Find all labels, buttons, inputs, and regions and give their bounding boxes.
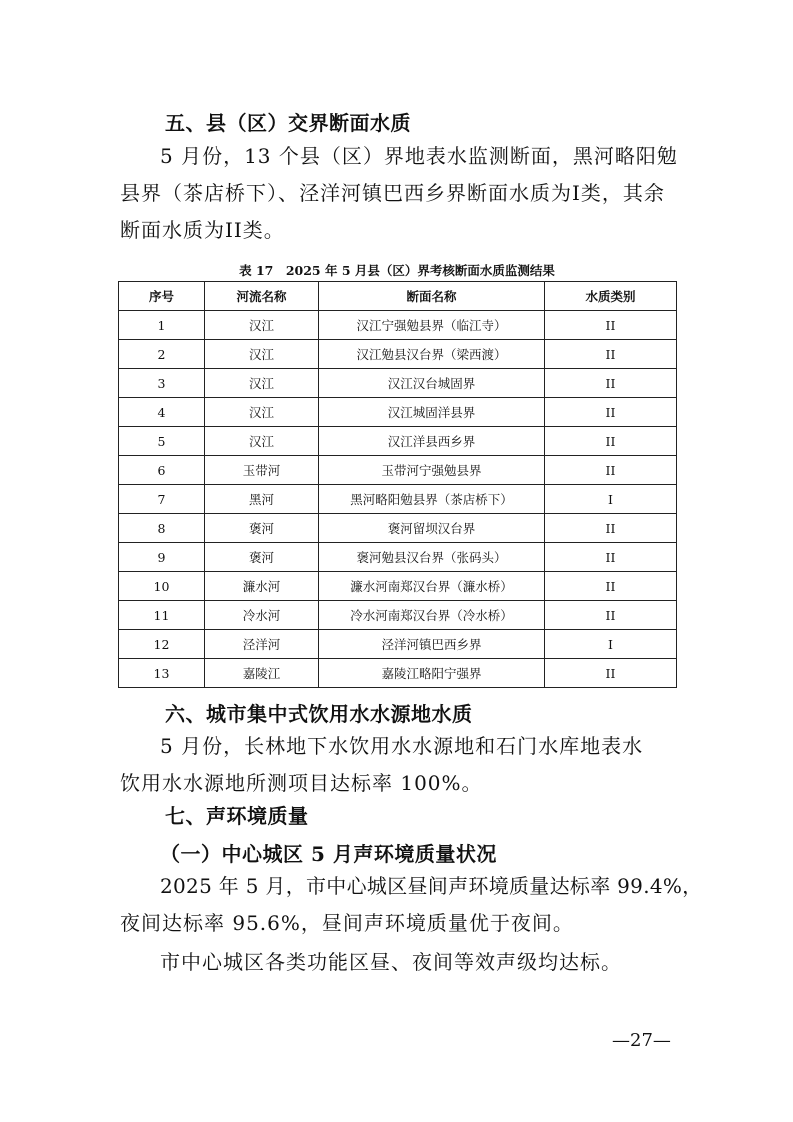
header-quality-class: 水质类别 — [545, 282, 677, 311]
cell-quality-class: II — [545, 601, 677, 630]
cell-section-name: 汉江勉县汉台界（梁西渡） — [319, 340, 545, 369]
cell-section-name: 汉江城固洋县界 — [319, 398, 545, 427]
cell-river-name: 玉带河 — [205, 456, 319, 485]
cell-river-name: 冷水河 — [205, 601, 319, 630]
cell-section-name: 泾洋河镇巴西乡界 — [319, 630, 545, 659]
cell-index: 5 — [119, 427, 205, 456]
cell-index: 13 — [119, 659, 205, 688]
cell-quality-class: II — [545, 398, 677, 427]
cell-river-name: 泾洋河 — [205, 630, 319, 659]
cell-index: 6 — [119, 456, 205, 485]
section-7-paragraph-1-line-1: 2025 年 5 月，市中心城区昼间声环境质量达标率 99.4%， — [160, 874, 703, 898]
cell-index: 10 — [119, 572, 205, 601]
table-row — [119, 659, 677, 688]
cell-quality-class: II — [545, 311, 677, 340]
cell-index: 1 — [119, 311, 205, 340]
cell-index: 2 — [119, 340, 205, 369]
cell-river-name: 褒河 — [205, 514, 319, 543]
section-5-paragraph-line-1: 5 月份，13 个县（区）界地表水监测断面，黑河略阳勉 — [160, 144, 678, 168]
cell-quality-class: II — [545, 340, 677, 369]
cell-river-name: 濂水河 — [205, 572, 319, 601]
section-6-heading: 六、城市集中式饮用水水源地水质 — [165, 702, 473, 726]
cell-section-name: 褒河勉县汉台界（张码头） — [319, 543, 545, 572]
section-7-heading: 七、声环境质量 — [165, 804, 309, 828]
cell-section-name: 嘉陵江略阳宁强界 — [319, 659, 545, 688]
section-6-paragraph-line-2: 饮用水水源地所测项目达标率 100%。 — [120, 771, 483, 795]
cell-river-name: 汉江 — [205, 311, 319, 340]
section-7-paragraph-1-line-2: 夜间达标率 95.6%，昼间声环境质量优于夜间。 — [120, 911, 574, 935]
cell-river-name: 汉江 — [205, 369, 319, 398]
table-row — [119, 427, 677, 456]
cell-quality-class: II — [545, 514, 677, 543]
cell-quality-class: II — [545, 456, 677, 485]
table-row — [119, 514, 677, 543]
cell-river-name: 褒河 — [205, 543, 319, 572]
cell-river-name: 汉江 — [205, 340, 319, 369]
cell-section-name: 黑河略阳勉县界（茶店桥下） — [319, 485, 545, 514]
header-section-name: 断面名称 — [319, 282, 545, 311]
cell-quality-class: II — [545, 543, 677, 572]
cell-index: 12 — [119, 630, 205, 659]
table-body — [119, 311, 677, 688]
table-row — [119, 543, 677, 572]
cell-index: 11 — [119, 601, 205, 630]
section-6-paragraph-line-1: 5 月份，长林地下水饮用水水源地和石门水库地表水 — [160, 734, 644, 758]
cell-river-name: 黑河 — [205, 485, 319, 514]
table-header-row — [119, 282, 677, 311]
table-row — [119, 572, 677, 601]
table-row — [119, 456, 677, 485]
section-7-paragraph-2: 市中心城区各类功能区昼、夜间等效声级均达标。 — [160, 950, 622, 974]
cell-river-name: 汉江 — [205, 427, 319, 456]
table-row — [119, 311, 677, 340]
cell-section-name: 褒河留坝汉台界 — [319, 514, 545, 543]
cell-quality-class: II — [545, 427, 677, 456]
cell-river-name: 嘉陵江 — [205, 659, 319, 688]
cell-section-name: 冷水河南郑汉台界（冷水桥） — [319, 601, 545, 630]
table-row — [119, 630, 677, 659]
table-17-caption: 表 17 2025 年 5 月县（区）界考核断面水质监测结果 — [239, 263, 555, 278]
cell-quality-class: II — [545, 659, 677, 688]
section-5-paragraph-line-2: 县界（茶店桥下）、泾洋河镇巴西乡界断面水质为I类，其余 — [120, 181, 665, 205]
page-number: —27— — [612, 1030, 671, 1051]
cell-quality-class: II — [545, 369, 677, 398]
cell-section-name: 汉江汉台城固界 — [319, 369, 545, 398]
cell-quality-class: I — [545, 630, 677, 659]
cell-index: 7 — [119, 485, 205, 514]
cell-section-name: 玉带河宁强勉县界 — [319, 456, 545, 485]
cell-index: 4 — [119, 398, 205, 427]
header-index: 序号 — [119, 282, 205, 311]
table-row — [119, 601, 677, 630]
section-7-subheading: （一）中心城区 5 月声环境质量状况 — [160, 842, 497, 866]
cell-index: 9 — [119, 543, 205, 572]
table-row — [119, 340, 677, 369]
table-row — [119, 369, 677, 398]
cell-index: 8 — [119, 514, 205, 543]
cell-section-name: 汉江洋县西乡界 — [319, 427, 545, 456]
header-river-name: 河流名称 — [205, 282, 319, 311]
cell-quality-class: I — [545, 485, 677, 514]
table-row — [119, 485, 677, 514]
cell-index: 3 — [119, 369, 205, 398]
cell-section-name: 汉江宁强勉县界（临江寺） — [319, 311, 545, 340]
cell-quality-class: II — [545, 572, 677, 601]
cell-river-name: 汉江 — [205, 398, 319, 427]
table-row — [119, 398, 677, 427]
cell-section-name: 濂水河南郑汉台界（濂水桥） — [319, 572, 545, 601]
water-quality-table — [118, 281, 677, 688]
section-5-paragraph-line-3: 断面水质为II类。 — [120, 218, 285, 242]
section-5-heading: 五、县（区）交界断面水质 — [165, 111, 411, 135]
